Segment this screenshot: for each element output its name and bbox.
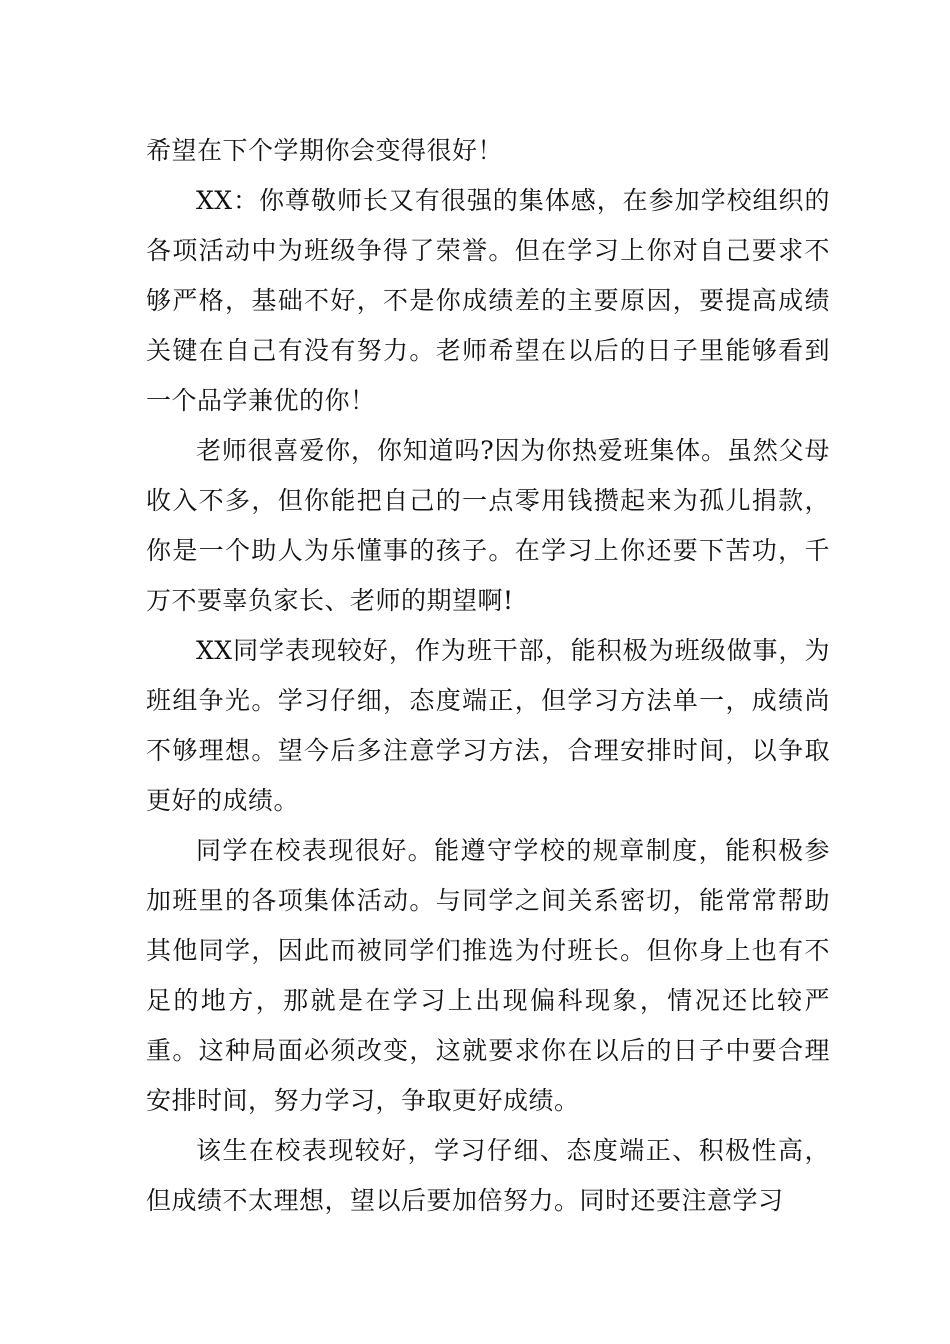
paragraph-3: 老师很喜爱你，你知道吗?因为你热爱班集体。虽然父母收入不多，但你能把自己的一点零用钱攒起来为孤儿捐款，你是一个助人为乐懂事的孩子。在学习上你还要下苦功，千万不要辜负家长、老师的期望啊! xyxy=(146,436,830,615)
paragraph-6: 该生在校表现较好，学习仔细、态度端正、积极性高，但成绩不太理想，望以后要加倍努力。同时还要注意学习 xyxy=(146,1136,830,1215)
paragraph-2: XX：你尊敬师长又有很强的集体感，在参加学校组织的各项活动中为班级争得了荣誉。但在学习上你对自己要求不够严格，基础不好，不是你成绩差的主要原因，要提高成绩关键在自己有没有努力。老师希望在以后的日子里能够看到一个品学兼优的你！ xyxy=(146,186,830,415)
document-body xyxy=(146,126,830,1226)
paragraph-4: XX同学表现较好，作为班干部，能积极为班级做事，为班组争光。学习仔细，态度端正，但学习方法单一，成绩尚不够理想。望今后多注意学习方法，合理安排时间，以争取更好的成绩。 xyxy=(146,636,830,815)
paragraph-5: 同学在校表现很好。能遵守学校的规章制度，能积极参加班里的各项集体活动。与同学之间关系密切，能常常帮助其他同学，因此而被同学们推选为付班长。但你身上也有不足的地方，那就是在学习上出现偏科现象，情况还比较严重。这种局面必须改变，这就要求你在以后的日子中要合理安排时间，努力学习，争取更好成绩。 xyxy=(146,836,830,1115)
paragraph-1: 希望在下个学期你会变得很好！ xyxy=(146,136,504,165)
